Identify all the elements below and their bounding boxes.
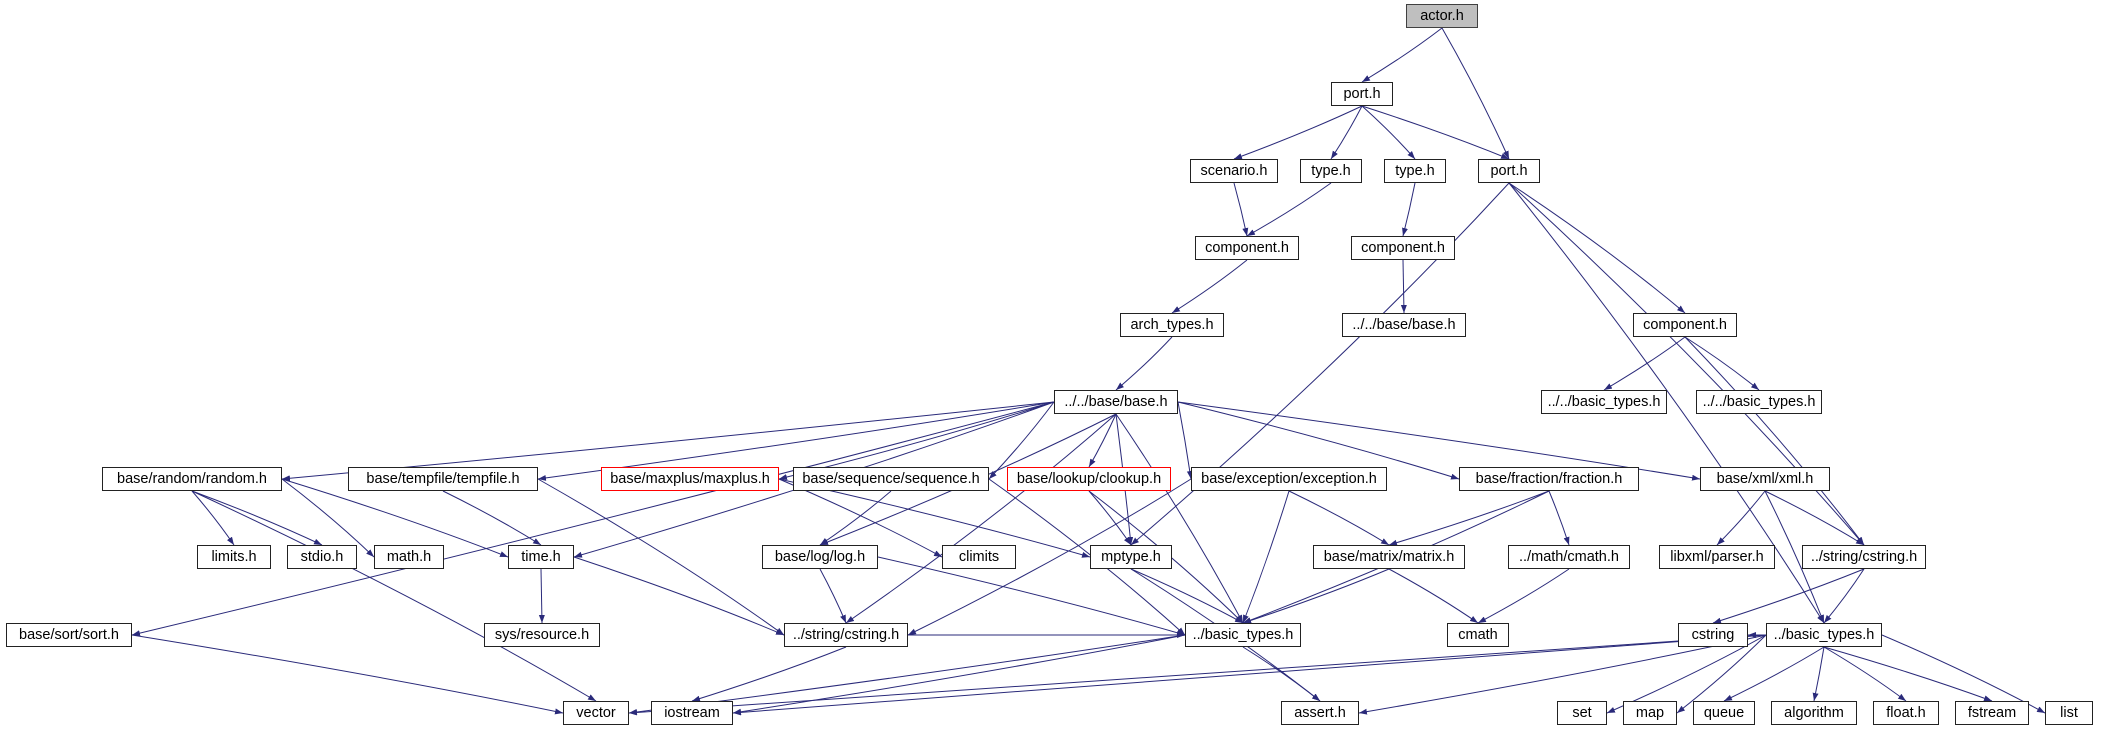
edge-mptype-to-basic_types_c — [1131, 569, 1243, 623]
edge-port2-to-component3 — [1509, 183, 1685, 313]
graph-node-basic_types_c[interactable]: ../basic_types.h — [1185, 623, 1301, 647]
graph-node-base_base[interactable]: ../../base/base.h — [1054, 390, 1178, 414]
graph-node-type1[interactable]: type.h — [1300, 159, 1362, 183]
graph-node-scenario[interactable]: scenario.h — [1190, 159, 1278, 183]
edge-xml-to-libxml_parser — [1717, 491, 1765, 545]
edge-fraction-to-matrix — [1389, 491, 1549, 545]
edge-port1-to-type1 — [1331, 106, 1362, 159]
edge-component1-to-arch_types — [1172, 260, 1247, 313]
edge-matrix-to-cmath — [1389, 569, 1478, 623]
edge-random-to-limits — [192, 491, 234, 545]
edge-arch_types-to-base_base — [1116, 337, 1172, 390]
graph-node-log[interactable]: base/log/log.h — [762, 545, 878, 569]
edge-component3-to-basic_types_b — [1685, 337, 1759, 390]
edge-cstring_h_b-to-iostream — [692, 647, 846, 701]
graph-node-clookup[interactable]: base/lookup/clookup.h — [1007, 467, 1171, 491]
graph-node-exception[interactable]: base/exception/exception.h — [1191, 467, 1387, 491]
graph-node-map[interactable]: map — [1623, 701, 1677, 725]
edge-port1-to-port2 — [1362, 106, 1509, 159]
edge-random-to-vector — [192, 491, 596, 701]
edge-fraction-to-cmath_h — [1549, 491, 1569, 545]
graph-node-arch_types[interactable]: arch_types.h — [1120, 313, 1224, 337]
edge-base_base-to-cstring_h_b — [846, 414, 1116, 623]
edge-base_base-to-sort — [132, 402, 1054, 635]
graph-node-algorithm[interactable]: algorithm — [1771, 701, 1857, 725]
graph-node-basic_types_d[interactable]: ../basic_types.h — [1766, 623, 1882, 647]
edge-base_base-to-basic_types_c — [1116, 414, 1243, 623]
graph-node-component1[interactable]: component.h — [1195, 236, 1299, 260]
graph-node-basic_types_a[interactable]: ../../basic_types.h — [1541, 390, 1667, 414]
graph-node-fraction[interactable]: base/fraction/fraction.h — [1459, 467, 1639, 491]
edge-xml-to-cstring_h_a — [1765, 491, 1864, 545]
graph-node-set[interactable]: set — [1557, 701, 1607, 725]
edge-actor-to-port2 — [1442, 28, 1509, 159]
graph-node-component3[interactable]: component.h — [1633, 313, 1737, 337]
graph-node-sort[interactable]: base/sort/sort.h — [6, 623, 132, 647]
edge-tempfile-to-time — [443, 491, 541, 545]
edge-log-to-cstring_h_b — [820, 569, 846, 623]
edge-cstring_h_a-to-cstring — [1713, 569, 1864, 623]
graph-node-iostream[interactable]: iostream — [651, 701, 733, 725]
edge-tempfile-to-cstring_h_b — [538, 479, 784, 635]
edge-exception-to-basic_types_c — [1243, 491, 1289, 623]
graph-node-sys_resource[interactable]: sys/resource.h — [484, 623, 600, 647]
graph-node-type2[interactable]: type.h — [1384, 159, 1446, 183]
graph-node-random[interactable]: base/random/random.h — [102, 467, 282, 491]
edge-component3-to-basic_types_a — [1604, 337, 1685, 390]
edge-cstring_h_a-to-basic_types_d — [1824, 569, 1864, 623]
graph-node-maxplus[interactable]: base/maxplus/maxplus.h — [601, 467, 779, 491]
graph-node-math[interactable]: math.h — [374, 545, 444, 569]
edge-time-to-sys_resource — [541, 569, 542, 623]
edge-random-to-stdio — [192, 491, 322, 545]
graph-node-cmath[interactable]: cmath — [1447, 623, 1509, 647]
graph-node-matrix[interactable]: base/matrix/matrix.h — [1313, 545, 1465, 569]
edge-basic_types_d-to-float_h — [1824, 647, 1906, 701]
graph-node-actor[interactable]: actor.h — [1406, 4, 1478, 28]
graph-node-tempfile[interactable]: base/tempfile/tempfile.h — [348, 467, 538, 491]
edge-actor-to-port1 — [1362, 28, 1442, 82]
edge-base_base-to-clookup — [1089, 414, 1116, 467]
graph-node-time[interactable]: time.h — [508, 545, 574, 569]
edge-clookup-to-mptype — [1089, 491, 1131, 545]
edge-cmath_h-to-cmath — [1478, 569, 1569, 623]
graph-node-component2[interactable]: component.h — [1351, 236, 1455, 260]
graph-node-assert[interactable]: assert.h — [1281, 701, 1359, 725]
graph-node-basic_types_b[interactable]: ../../basic_types.h — [1696, 390, 1822, 414]
edge-port1-to-scenario — [1234, 106, 1362, 159]
graph-node-climits[interactable]: climits — [942, 545, 1016, 569]
graph-node-mptype[interactable]: mptype.h — [1090, 545, 1172, 569]
graph-node-cstring_h_a[interactable]: ../string/cstring.h — [1802, 545, 1926, 569]
edge-base_base-to-exception — [1178, 402, 1191, 479]
edge-exception-to-matrix — [1289, 491, 1389, 545]
graph-node-base_base_2[interactable]: ../../base/base.h — [1342, 313, 1466, 337]
graph-node-cstring_h_b[interactable]: ../string/cstring.h — [784, 623, 908, 647]
edge-basic_types_d-to-fstream — [1824, 647, 1992, 701]
graph-node-port2[interactable]: port.h — [1478, 159, 1540, 183]
graph-node-vector[interactable]: vector — [563, 701, 629, 725]
edge-scenario-to-component1 — [1234, 183, 1247, 236]
graph-node-cstring[interactable]: cstring — [1678, 623, 1748, 647]
graph-node-sequence[interactable]: base/sequence/sequence.h — [793, 467, 989, 491]
graph-node-fstream[interactable]: fstream — [1955, 701, 2029, 725]
graph-node-list[interactable]: list — [2045, 701, 2093, 725]
graph-node-limits[interactable]: limits.h — [197, 545, 271, 569]
graph-node-xml[interactable]: base/xml/xml.h — [1700, 467, 1830, 491]
graph-node-libxml_parser[interactable]: libxml/parser.h — [1659, 545, 1775, 569]
edge-type1-to-component1 — [1247, 183, 1331, 236]
edge-basic_types_c-to-assert — [1243, 647, 1320, 701]
edge-time-to-cstring_h_b — [574, 557, 784, 635]
graph-node-stdio[interactable]: stdio.h — [287, 545, 357, 569]
edge-component2-to-base_base_2 — [1403, 260, 1404, 313]
graph-node-float_h[interactable]: float.h — [1873, 701, 1939, 725]
graph-node-queue[interactable]: queue — [1693, 701, 1755, 725]
edge-basic_types_d-to-queue — [1724, 647, 1824, 701]
graph-node-port1[interactable]: port.h — [1331, 82, 1393, 106]
edge-sequence-to-log — [820, 491, 891, 545]
edge-basic_types_d-to-algorithm — [1814, 647, 1824, 701]
graph-node-cmath_h[interactable]: ../math/cmath.h — [1508, 545, 1630, 569]
edge-matrix-to-basic_types_c — [1243, 569, 1389, 623]
edge-component3-to-cstring_h_a — [1685, 337, 1864, 545]
edge-port1-to-type2 — [1362, 106, 1415, 159]
edge-type2-to-component2 — [1403, 183, 1415, 236]
